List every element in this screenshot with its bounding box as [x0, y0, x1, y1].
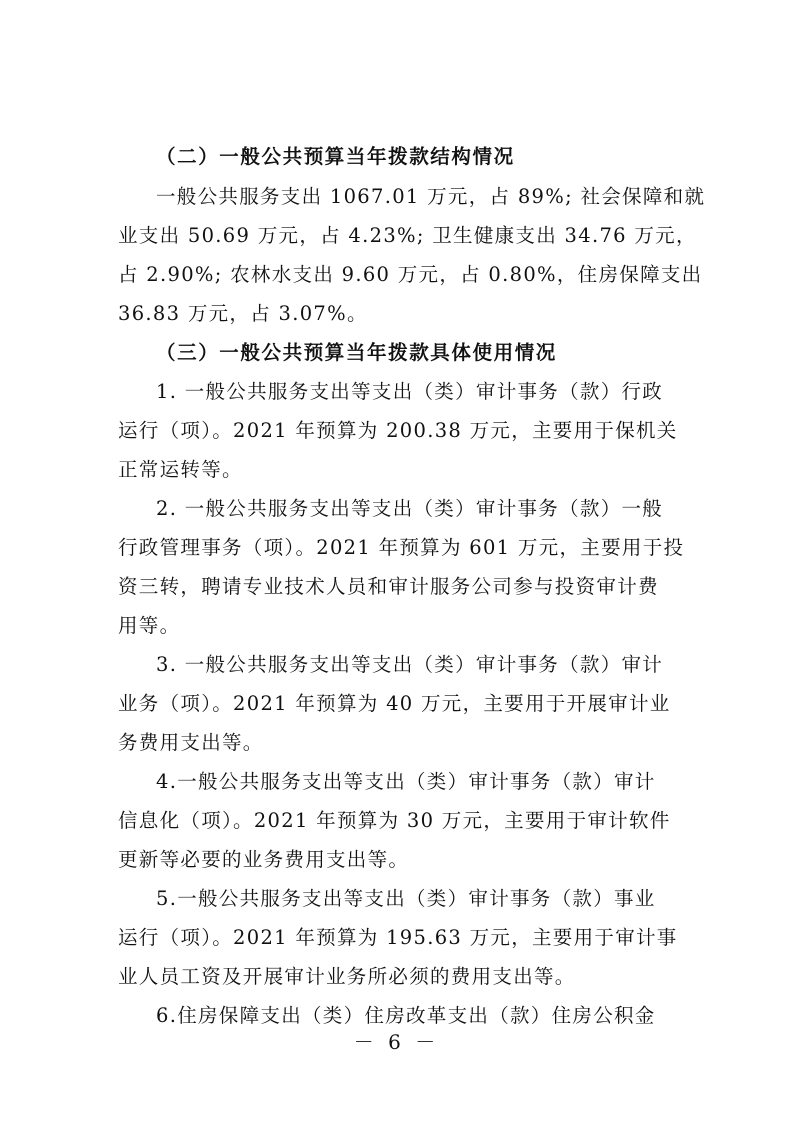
- section2-line-4: 36.83 万元，占 3.07%。: [118, 302, 368, 325]
- item-2-line-3: 资三转，聘请专业技术人员和审计服务公司参与投资审计费: [118, 575, 659, 598]
- page-number: － 6 －: [353, 1030, 440, 1054]
- item-6-line-1: 6.住房保障支出（类）住房改革支出（款）住房公积金: [156, 1004, 656, 1027]
- item-3-line-1: 3. 一般公共服务支出等支出（类）审计事务（款）审计: [156, 653, 664, 676]
- item-2-line-2: 行政管理事务（项）。2021 年预算为 601 万元，主要用于投: [118, 536, 685, 559]
- item-1-line-2: 运行（项）。2021 年预算为 200.38 万元，主要用于保机关: [118, 419, 678, 442]
- item-2-line-1: 2. 一般公共服务支出等支出（类）审计事务（款）一般: [156, 497, 664, 520]
- item-5-line-3: 业人员工资及开展审计业务所必须的费用支出等。: [118, 965, 576, 988]
- section2-line-3: 占 2.90%; 农林水支出 9.60 万元，占 0.80%，住房保障支出: [118, 263, 703, 286]
- section2-line-1: 一般公共服务支出 1067.01 万元，占 89%; 社会保障和就: [156, 185, 706, 208]
- item-4-line-1: 4.一般公共服务支出等支出（类）审计事务（款）审计: [156, 770, 656, 793]
- item-5-line-1: 5.一般公共服务支出等支出（类）审计事务（款）事业: [156, 887, 656, 910]
- section3-heading: （三）一般公共预算当年拨款具体使用情况: [156, 341, 557, 364]
- section2-heading: （二）一般公共预算当年拨款结构情况: [156, 145, 515, 168]
- item-1-line-3: 正常运转等。: [118, 458, 243, 481]
- item-2-line-4: 用等。: [118, 614, 181, 637]
- item-4-line-2: 信息化（项）。2021 年预算为 30 万元，主要用于审计软件: [118, 809, 671, 832]
- item-3-line-3: 务费用支出等。: [118, 731, 264, 754]
- item-4-line-3: 更新等必要的业务费用支出等。: [118, 848, 410, 871]
- item-5-line-2: 运行（项）。2021 年预算为 195.63 万元，主要用于审计事: [118, 926, 678, 949]
- item-3-line-2: 业务（项）。2021 年预算为 40 万元，主要用于开展审计业: [118, 692, 671, 715]
- section2-line-2: 业支出 50.69 万元，占 4.23%; 卫生健康支出 34.76 万元，: [118, 224, 697, 247]
- item-1-line-1: 1. 一般公共服务支出等支出（类）审计事务（款）行政: [156, 380, 664, 403]
